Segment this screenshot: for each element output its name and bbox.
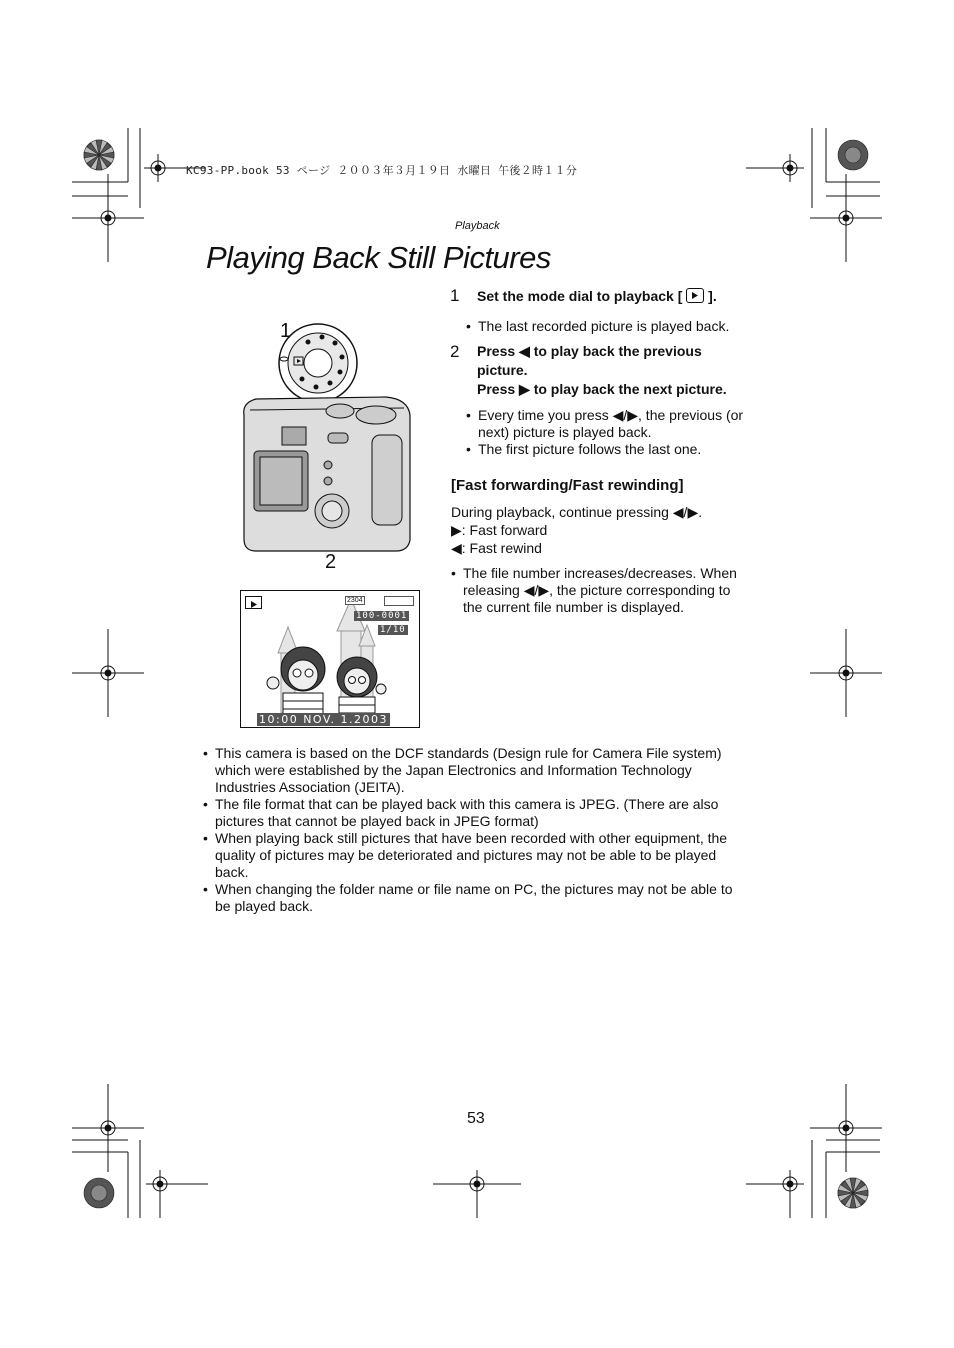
camera-illustration xyxy=(236,315,416,577)
step-1 xyxy=(450,286,750,335)
step-line: picture. xyxy=(477,362,528,378)
step-number: 1 xyxy=(450,286,460,305)
fast-line: During playback, continue pressing ◀/▶. xyxy=(451,504,703,520)
bullet-item: • The file number increases/decreases. When releasing ◀/▶, the picture corresponding to the current file number is displayed. xyxy=(451,565,737,615)
lcd-battery-icon xyxy=(384,596,414,606)
bullet-item: • Every time you press ◀/▶, the previous (or next) picture is played back. xyxy=(466,407,744,440)
section-label: Playback xyxy=(455,220,500,232)
note-item: • When changing the folder name or file name on PC, the pictures may not be able to be played back. xyxy=(203,881,733,914)
fast-section xyxy=(451,477,751,616)
step-line: Press ◀ to play back the previous xyxy=(477,343,702,359)
lcd-datetime: 10:00 NOV. 1.2003 xyxy=(259,713,388,726)
lcd-screen xyxy=(240,590,420,728)
bullet-item: • The last recorded picture is played back. xyxy=(466,318,730,334)
playback-icon xyxy=(686,288,704,303)
page-number: 53 xyxy=(467,1110,485,1127)
step-text-end: ]. xyxy=(708,288,717,304)
lcd-resolution: 2304 xyxy=(347,597,363,604)
callout-1: 1 xyxy=(280,320,292,342)
lcd-file-number: 100-0001 xyxy=(356,611,408,621)
note-item: • When playing back still pictures that have been recorded with other equipment, the quality of pictures may be deteriorated and pictures may not be able to be played back. xyxy=(203,830,728,880)
print-info: KC93-PP.book 53 ページ ２００３年３月１９日 水曜日 午後２時１１分 xyxy=(186,164,578,177)
fast-heading: [Fast forwarding/Fast rewinding] xyxy=(451,477,684,494)
lcd-count: 1/10 xyxy=(380,625,406,635)
page-title: Playing Back Still Pictures xyxy=(206,240,551,275)
bullet-item: • The first picture follows the last one. xyxy=(466,441,702,457)
step-number: 2 xyxy=(450,342,460,361)
fast-line: ◀: Fast rewind xyxy=(451,540,542,556)
note-item: • The file format that can be played back with this camera is JPEG. (There are also pictures that cannot be played back in JPEG format) xyxy=(203,796,719,829)
note-item: • This camera is based on the DCF standards (Design rule for Camera File system) which were established by the Japan Electronics and Information Technology Industries Association (JEITA). xyxy=(203,745,722,795)
lcd-playback-icon xyxy=(245,596,262,609)
step-line: Press ▶ to play back the next picture. xyxy=(477,381,727,397)
step-2 xyxy=(450,342,750,458)
callout-2: 2 xyxy=(325,551,337,573)
step-text: Set the mode dial to playback [ xyxy=(477,288,683,304)
notes xyxy=(203,745,751,915)
fast-line: ▶: Fast forward xyxy=(451,522,548,538)
